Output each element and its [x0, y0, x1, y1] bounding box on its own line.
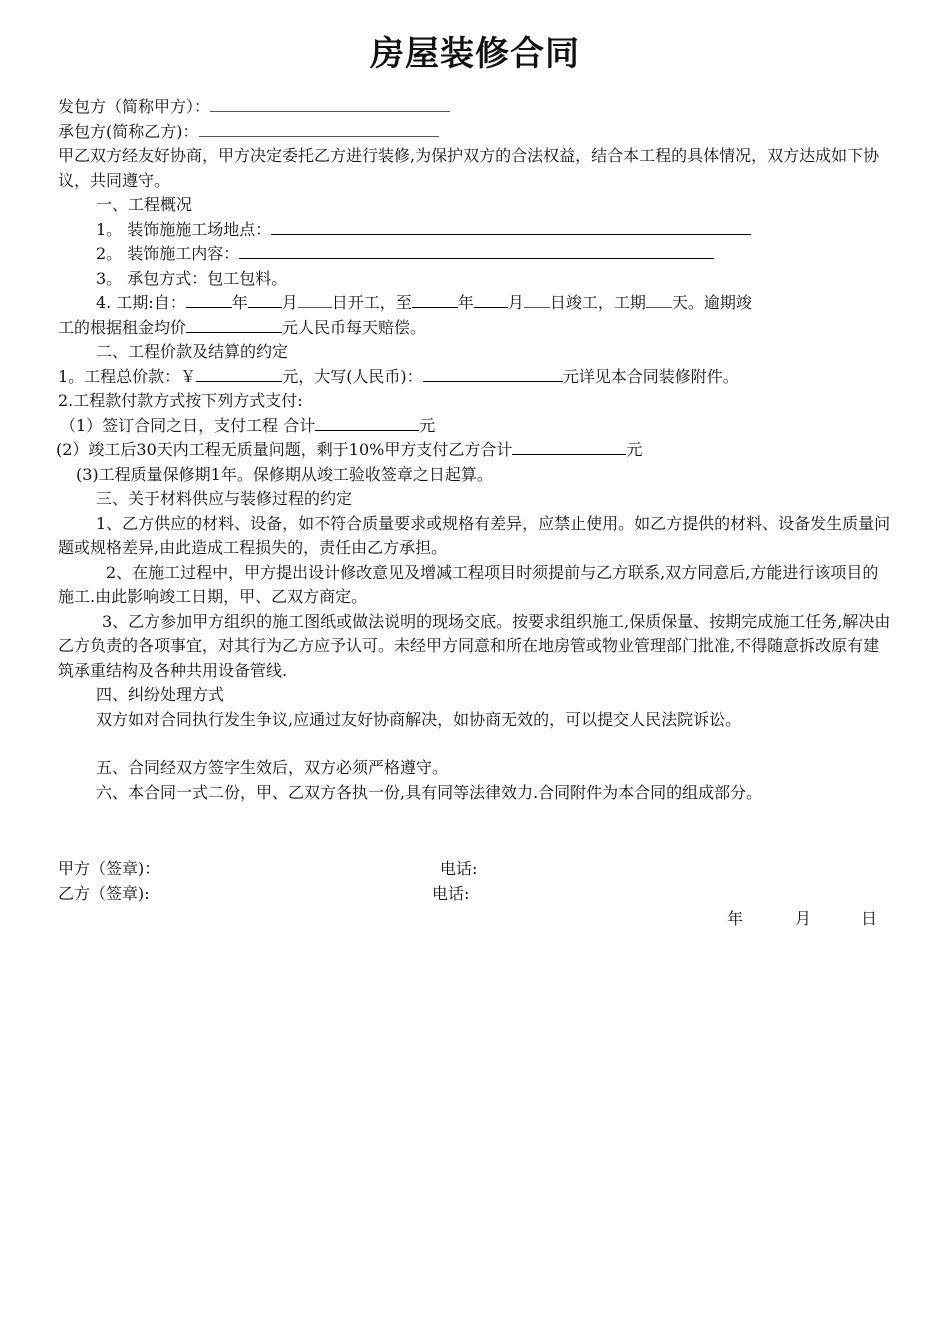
date-month-label: 月 — [795, 909, 812, 928]
party-a-phone-label: 电话: — [440, 859, 478, 878]
s2-pay-heading: 2.工程款付款方式按下列方式支付: — [58, 391, 303, 410]
s2-total-c: 元详见本合同装修附件。 — [562, 366, 739, 386]
party-b-blank — [199, 122, 439, 137]
s1-item-4-b: 年 — [231, 293, 248, 312]
party-b-label: 承包方(简称乙方)： — [58, 121, 199, 141]
party-b-line — [58, 120, 893, 145]
s1-item-2-label: 2。 装饰施工内容： — [96, 244, 240, 263]
s2-pay-2-b: 元 — [626, 440, 643, 459]
work-content-blank — [239, 244, 714, 259]
s4-para-1: 双方如对合同执行发生争议,应通过友好协商解决，如协商无效的，可以提交人民法院诉讼。 — [96, 709, 742, 729]
section-2-heading: 二、工程价款及结算的约定 — [96, 342, 289, 361]
s1-item-4-cont — [58, 316, 893, 341]
site-address-blank — [271, 220, 751, 235]
s1-item-1-label: 1。 装饰施施工场地点： — [96, 219, 272, 239]
section-3-heading: 三、关于材料供应与装修过程的约定 — [96, 489, 353, 508]
start-month-blank — [248, 293, 282, 308]
s1-item-4-c: 月 — [281, 293, 298, 312]
pay-2-blank — [512, 440, 626, 455]
party-b-phone-label: 电话: — [432, 884, 470, 903]
s1-item-4-e: 年 — [457, 293, 474, 312]
s1-item-2 — [58, 242, 893, 267]
end-month-blank — [474, 293, 508, 308]
s1-item-4-a: 4. 工期:自： — [96, 293, 186, 312]
date-year-label: 年 — [727, 909, 744, 928]
s2-pay-1-a: （1）签订合同之日，支付工程 合计 — [60, 415, 316, 435]
total-price-words-blank — [423, 367, 563, 382]
start-day-blank — [298, 293, 332, 308]
start-year-blank — [186, 293, 232, 308]
s2-pay-1-b: 元 — [419, 415, 436, 435]
total-price-blank — [196, 367, 282, 382]
s2-pay-3: (3)工程质量保修期1年。保修期从竣工验收签章之日起算。 — [76, 464, 493, 484]
s1-item-4-i: 工的根据租金均价 — [58, 317, 187, 337]
page-title: 房屋装修合同 — [370, 34, 580, 74]
spacer — [58, 732, 893, 756]
s1-item-4 — [58, 291, 893, 316]
s2-total — [58, 365, 893, 390]
s1-item-4-f: 月 — [507, 293, 524, 312]
party-b-signature-label: 乙方（签章): — [58, 884, 150, 903]
signature-block — [58, 857, 893, 907]
signing-date — [727, 907, 877, 932]
s1-item-1 — [58, 218, 893, 243]
section-1-heading: 一、工程概况 — [96, 195, 193, 214]
s1-item-4-j: 元人民币每天赔偿。 — [282, 317, 427, 337]
s2-pay-1 — [58, 414, 893, 439]
section-4-heading: 四、纠纷处理方式 — [96, 685, 225, 704]
intro-paragraph: 甲乙双方经友好协商，甲方决定委托乙方进行装修,为保护双方的合法权益，结合本工程的具体情况，双方达成如下协议，共同遵守。 — [58, 146, 880, 190]
s2-pay-2-a: (2）竣工后30天内工程无质量问题，剩于10%甲方支付乙方合计 — [56, 440, 513, 459]
contract-body — [58, 95, 893, 805]
section-6: 六、本合同一式二份，甲、乙双方各执一份,具有同等法律效力.合同附件为本合同的组成部分。 — [96, 782, 763, 802]
s2-total-b: 元，大写(人民币)： — [282, 366, 423, 386]
party-a-blank — [210, 97, 450, 112]
end-day-blank — [524, 293, 550, 308]
s2-pay-2 — [56, 438, 893, 463]
end-year-blank — [412, 293, 458, 308]
party-a-label: 发包方（简称甲方）： — [58, 97, 211, 116]
pay-1-blank — [315, 416, 419, 431]
section-5: 五、合同经双方签字生效后，双方必须严格遵守。 — [96, 758, 449, 777]
party-b-signature-row — [58, 882, 893, 907]
s1-item-4-h: 天。逾期竣 — [671, 293, 752, 312]
duration-blank — [646, 293, 672, 308]
party-a-signature-row — [58, 857, 893, 882]
penalty-blank — [186, 318, 282, 333]
party-a-line — [58, 95, 893, 120]
s3-para-3: 3、乙方参加甲方组织的施工图纸或做法说明的现场交底。按要求组织施工,保质保量、按期完成施工任务,解决由乙方负责的各项事宜，对其行为乙方应予认可。未经甲方同意和所在地房管或物业管理部门批准,不得随意拆改原有建筑承重结构及各种共用设备管线. — [58, 611, 891, 680]
party-a-signature-label: 甲方（签章)： — [58, 859, 161, 878]
s3-para-2: 2、在施工过程中，甲方提出设计修改意见及增减工程项目时须提前与乙方联系,双方同意后,方能进行该项目的施工.由此影响竣工日期，甲、乙双方商定。 — [58, 562, 879, 606]
s1-item-4-g: 日竣工，工期 — [549, 293, 646, 312]
s1-item-4-d: 日开工，至 — [331, 293, 412, 312]
s3-para-1: 1、乙方供应的材料、设备，如不符合质量要求或规格有差异，应禁止使用。如乙方提供的材料、设备发生质量问题或规格差异,由此造成工程损失的，责任由乙方承担。 — [58, 513, 891, 557]
s1-item-3: 3。 承包方式：包工包料。 — [96, 268, 288, 288]
date-day-label: 日 — [861, 909, 878, 928]
s2-total-a: 1。工程总价款：￥ — [58, 366, 197, 386]
